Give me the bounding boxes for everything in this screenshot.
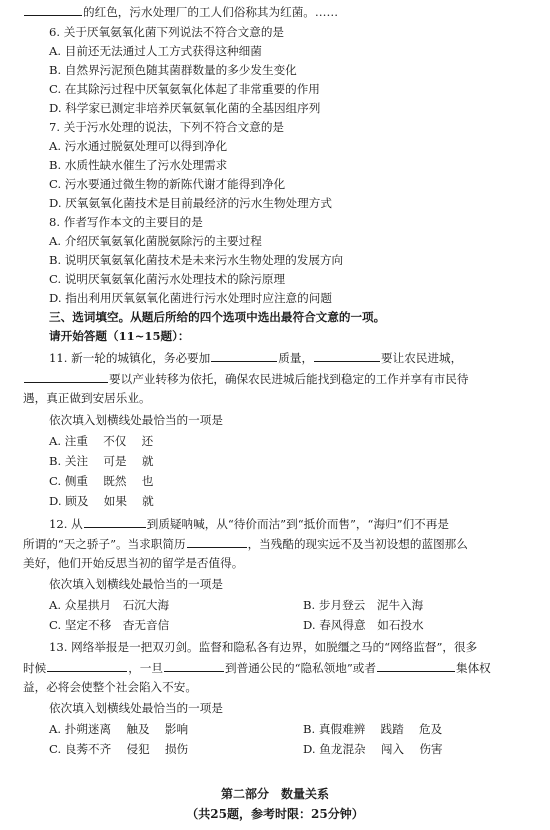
question-13-line-1: 13. 网络举报是一把双刃剑。监督和隐私各有边界，如脱缰之马的“网络监督”，很多	[49, 640, 478, 654]
option-a: A. 目前还无法通过人工方式获得这种细菌	[49, 44, 262, 58]
option-c: C. 污水要通过微生物的新陈代谢才能得到净化	[49, 177, 286, 191]
section-instruction: 请开始答题（11~15题）：	[49, 329, 190, 343]
question-12-line-3: 美好，他们开始反思当初的留学是否值得。	[23, 556, 244, 570]
question-12-line-1: 12. 从 到质疑呐喊，从“待价而沽”到“抵价而售”，“海归”们不再是	[49, 517, 449, 531]
part-subtitle: （共25题，参考时限：25分钟）	[186, 807, 364, 821]
question-11-prompt: 依次填入划横线处最恰当的一项是	[49, 413, 223, 427]
option-d: D. 顾及 如果 就	[49, 494, 154, 508]
option-d: D. 指出利用厌氧氨氧化菌进行污水处理时应注意的问题	[49, 291, 332, 305]
option-a: A. 介绍厌氧氨氧化菌脱氨除污的主要过程	[49, 234, 262, 248]
question-6-stem: 6. 关于厌氧氨氧化菌下列说法不符合文意的是	[49, 25, 285, 39]
option-b: B. 水质性缺水催生了污水处理需求	[49, 158, 228, 172]
question-13-line-2: 时候 ，一旦 到普通公民的“隐私领地”或者 集体权	[23, 661, 491, 675]
question-12-line-2: 所谓的“天之骄子”。当求职简历 ，当残酷的现实远不及当初设想的蓝图那么	[23, 537, 468, 551]
answer-blank	[24, 371, 108, 383]
text-line	[23, 4, 338, 20]
option-d: D. 春风得意 如石投水	[303, 618, 424, 632]
option-d: D. 厌氧氨氧化菌技术是目前最经济的污水生物处理方式	[49, 196, 332, 210]
part-title: 第二部分 数量关系	[220, 787, 329, 801]
answer-blank	[164, 660, 224, 672]
option-c: C. 良莠不齐 侵犯 损伤	[49, 742, 189, 756]
question-13-line-3: 益，必将会使整个社会陷入不安。	[23, 680, 197, 694]
answer-blank	[47, 660, 127, 672]
option-a: A. 注重 不仅 还	[49, 434, 154, 448]
option-a: A. 污水通过脱氨处理可以得到净化	[49, 139, 228, 153]
option-c: C. 坚定不移 杳无音信	[49, 618, 170, 632]
option-b: B. 说明厌氧氨氧化菌技术是未来污水生物处理的发展方向	[49, 253, 344, 267]
answer-blank	[314, 350, 380, 362]
option-c: C. 在其除污过程中厌氧氨氧化体起了非常重要的作用	[49, 82, 320, 96]
question-11-line-3: 遇，真正做到安居乐业。	[23, 391, 151, 405]
option-c: C. 说明厌氧氨氧化菌污水处理技术的除污原理	[49, 272, 286, 286]
answer-blank	[187, 536, 247, 548]
answer-blank	[377, 660, 455, 672]
option-b: B. 自然界污泥预色随其菌群数量的多少发生变化	[49, 63, 297, 77]
question-7-stem: 7. 关于污水处理的说法，下列不符合文意的是	[49, 120, 285, 134]
passage-tail: 的红色，污水处理厂的工人们俗称其为红菌。……	[83, 5, 339, 19]
option-b: B. 步月登云 泥牛入海	[303, 598, 424, 612]
question-11-line-2: 要以产业转移为依托，确保农民进城后能找到稳定的工作并享有市民待	[23, 371, 468, 387]
question-12-prompt: 依次填入划横线处最恰当的一项是	[49, 577, 223, 591]
question-13-prompt: 依次填入划横线处最恰当的一项是	[49, 701, 223, 715]
option-d: D. 鱼龙混杂 闯入 伤害	[303, 742, 443, 756]
option-a: A. 众星拱月 石沉大海	[49, 598, 170, 612]
answer-blank	[211, 350, 277, 362]
option-c: C. 侧重 既然 也	[49, 474, 154, 488]
question-11-line-1: 11. 新一轮的城镇化，务必要加 质量， 要让农民进城，	[49, 351, 463, 365]
answer-blank	[84, 516, 146, 528]
question-8-stem: 8. 作者写作本文的主要目的是	[49, 215, 203, 229]
section-heading: 三、选词填空。从题后所给的四个选项中选出最符合文意的一项。	[49, 310, 386, 324]
option-d: D. 科学家已测定非培养厌氧氨氧化菌的全基因组序列	[49, 101, 321, 115]
option-b: B. 关注 可是 就	[49, 454, 154, 468]
option-b: B. 真假难辨 践踏 危及	[303, 722, 443, 736]
answer-blank	[24, 4, 82, 16]
option-a: A. 扑朔迷离 触及 影响	[49, 722, 189, 736]
